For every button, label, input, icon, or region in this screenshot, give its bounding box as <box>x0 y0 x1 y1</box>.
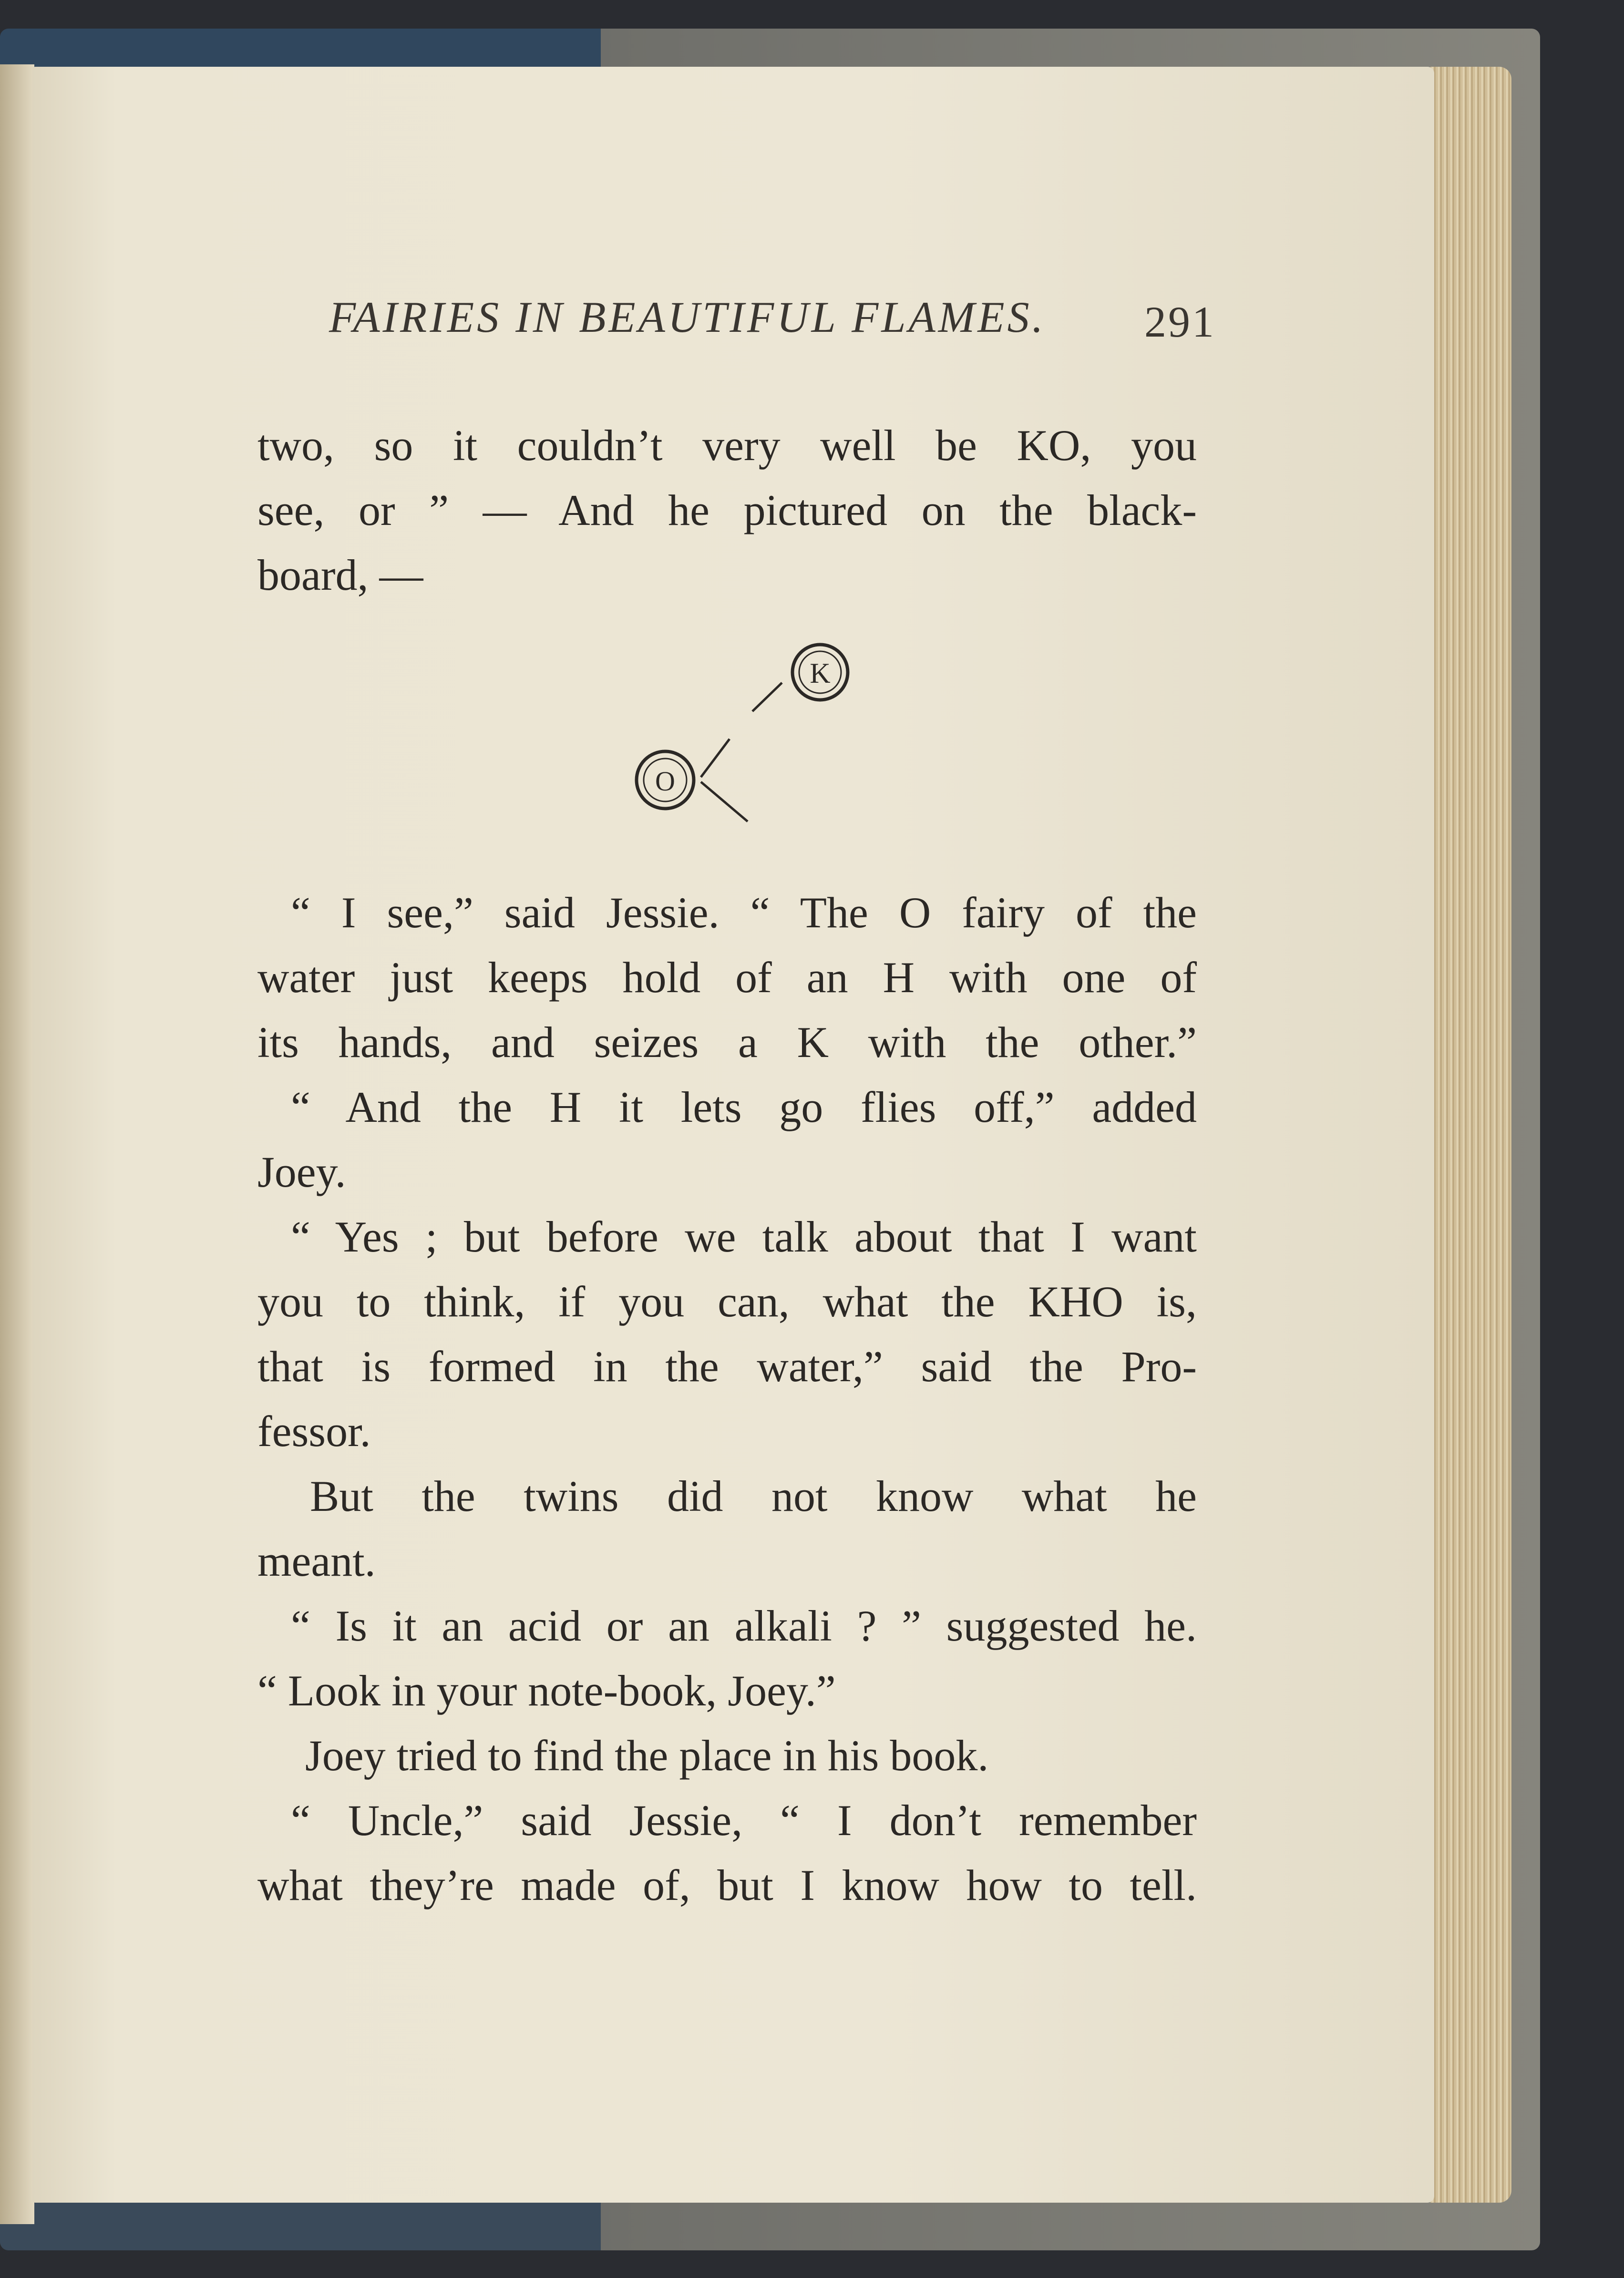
text-line: what they’re made of, but I know how to tell. <box>257 1861 1197 1909</box>
text-line: “ I see,” said Jessie. “ The O fairy of the <box>291 888 1197 937</box>
page-edges <box>1430 67 1511 2203</box>
text-line: Joey. <box>257 1148 346 1196</box>
text-line: “ Yes ; but before we talk about that I want <box>291 1212 1197 1261</box>
bond-line-to-k <box>701 739 730 777</box>
text-line: Joey tried to find the place in his book. <box>305 1731 989 1780</box>
text-line: fessor. <box>257 1407 371 1456</box>
text-line: But the twins did not know what he <box>310 1472 1197 1520</box>
text-line: meant. <box>257 1537 376 1585</box>
ko-blackboard-diagram <box>620 629 868 839</box>
text-line: two, so it couldn’t very well be KO, you <box>257 421 1197 470</box>
k-label: K <box>810 657 831 689</box>
text-line: see, or ” — And he pictured on the black- <box>257 486 1197 534</box>
text-line: that is formed in the water,” said the Pro- <box>257 1342 1197 1391</box>
o-atom-circle <box>637 751 694 809</box>
o-label: O <box>655 766 675 797</box>
paragraph-block-1 <box>257 413 1197 607</box>
text-line: “ Look in your note-book, Joey.” <box>257 1666 836 1715</box>
left-page-edge <box>0 64 34 2224</box>
k-atom-circle <box>792 645 848 700</box>
running-head-title: FAIRIES IN BEAUTIFUL FLAMES. <box>329 293 1046 341</box>
text-line: its hands, and seizes a K with the other.” <box>257 1018 1197 1067</box>
text-line: “ And the H it lets go flies off,” added <box>291 1083 1197 1131</box>
text-line: “ Uncle,” said Jessie, “ I don’t remember <box>291 1796 1197 1845</box>
running-head <box>329 292 1235 349</box>
page-number: 291 <box>1144 298 1216 346</box>
text-line: board, — <box>257 551 423 599</box>
bond-line-upper <box>752 683 782 711</box>
text-line: water just keeps hold of an H with one of <box>257 953 1197 1002</box>
bond-line-to-h <box>701 782 748 821</box>
paragraph-block-2 <box>257 880 1197 1918</box>
text-line: “ Is it an acid or an alkali ? ” suggested he. <box>291 1601 1197 1650</box>
text-line: you to think, if you can, what the KHO is, <box>257 1277 1197 1326</box>
